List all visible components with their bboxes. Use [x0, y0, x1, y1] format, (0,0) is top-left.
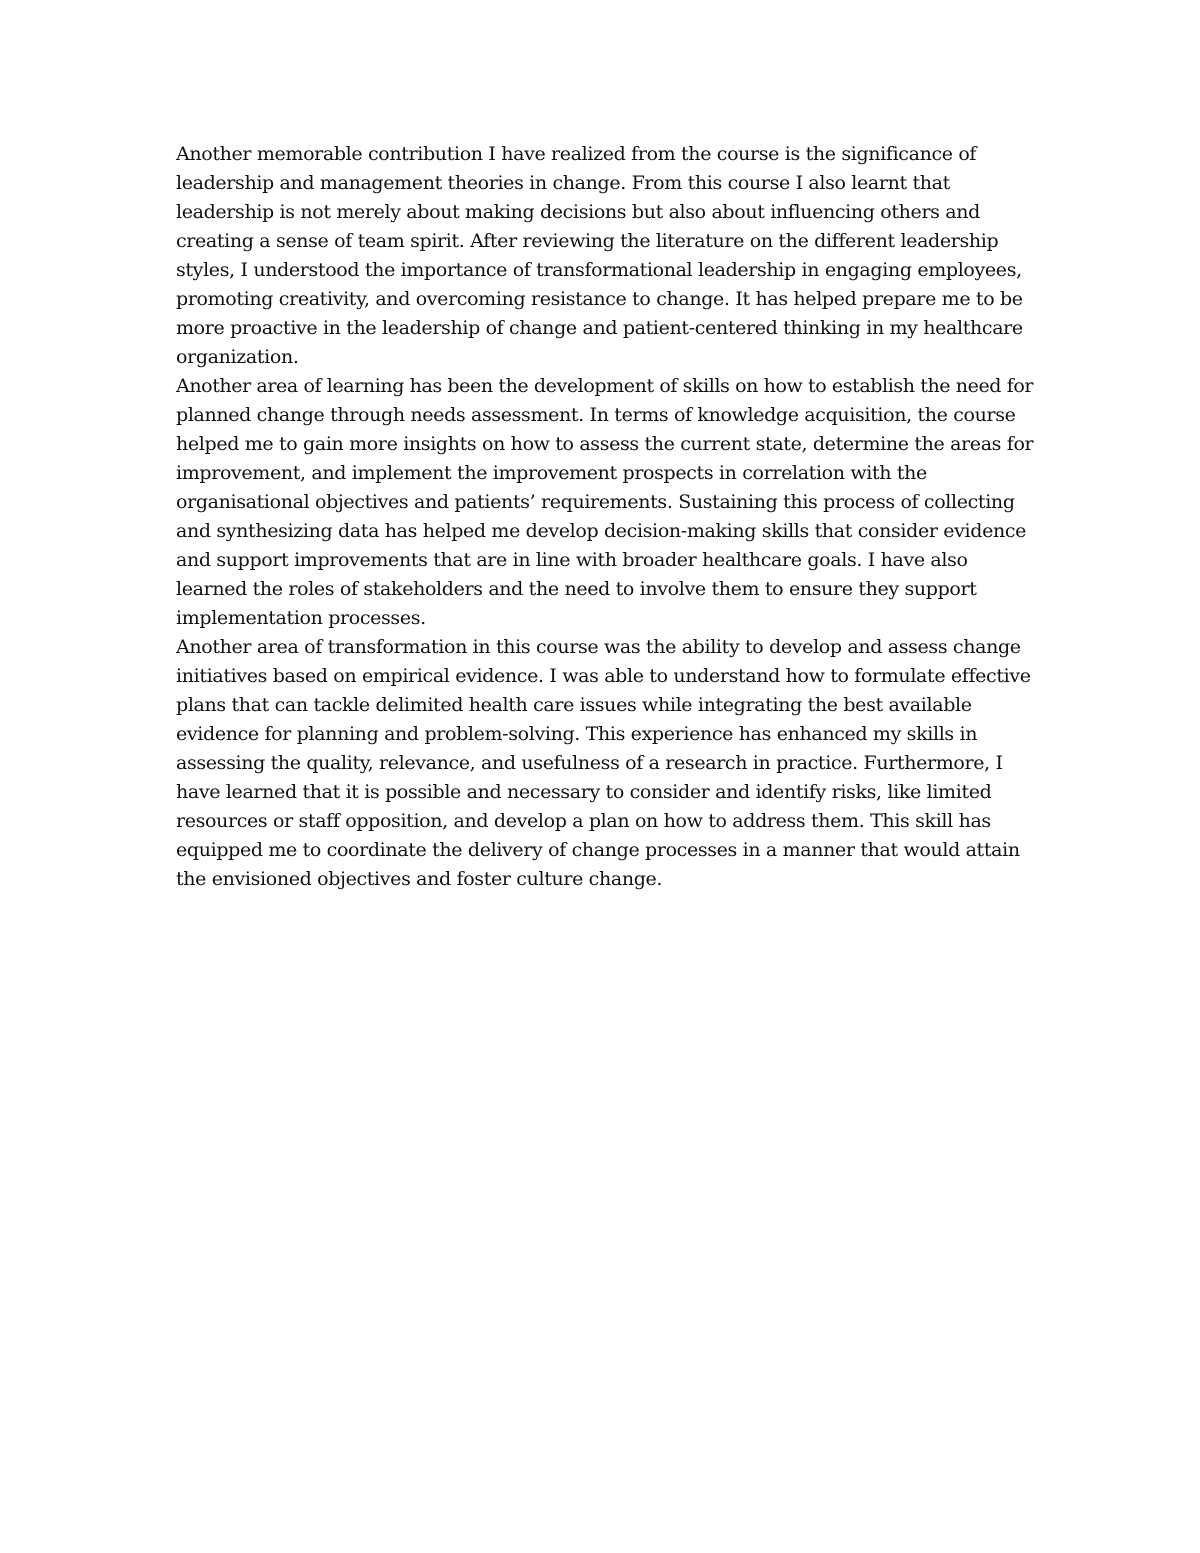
paragraph-line: implementation processes. [176, 607, 426, 629]
paragraph-line: the envisioned objectives and foster culture change. [176, 868, 663, 890]
paragraph-line: planned change through needs assessment. In terms of knowledge acquisition, the course [176, 404, 1016, 426]
paragraph-line: have learned that it is possible and necessary to consider and identify risks, like limited [176, 781, 992, 803]
paragraph-line: organisational objectives and patients’ requirements. Sustaining this process of collecting [176, 491, 1015, 513]
paragraph-line: organization. [176, 346, 299, 368]
paragraph-2 [176, 372, 1036, 633]
paragraph-line: styles, I understood the importance of transformational leadership in engaging employees, [176, 259, 1022, 281]
paragraph-1 [176, 140, 1036, 372]
paragraph-line: promoting creativity, and overcoming resistance to change. It has helped prepare me to be [176, 288, 1023, 310]
paragraph-line: evidence for planning and problem-solving. This experience has enhanced my skills in [176, 723, 978, 745]
paragraph-line: Another memorable contribution I have realized from the course is the significance of [176, 143, 977, 165]
paragraph-line: improvement, and implement the improvement prospects in correlation with the [176, 462, 927, 484]
paragraph-line: resources or staff opposition, and develop a plan on how to address them. This skill has [176, 810, 991, 832]
paragraph-line: leadership and management theories in change. From this course I also learnt that [176, 172, 950, 194]
paragraph-line: leadership is not merely about making decisions but also about influencing others and [176, 201, 980, 223]
paragraph-line: assessing the quality, relevance, and usefulness of a research in practice. Furthermore, I [176, 752, 1003, 774]
paragraph-line: Another area of transformation in this course was the ability to develop and assess change [176, 636, 1021, 658]
paragraph-line: equipped me to coordinate the delivery of change processes in a manner that would attain [176, 839, 1020, 861]
paragraph-line: initiatives based on empirical evidence. I was able to understand how to formulate effective [176, 665, 1031, 687]
paragraph-line: and support improvements that are in line with broader healthcare goals. I have also [176, 549, 968, 571]
paragraph-line: and synthesizing data has helped me develop decision-making skills that consider evidence [176, 520, 1027, 542]
paragraph-line: learned the roles of stakeholders and the need to involve them to ensure they support [176, 578, 977, 600]
paragraph-3 [176, 633, 1036, 894]
paragraph-line: more proactive in the leadership of change and patient-centered thinking in my healthcare [176, 317, 1023, 339]
document-body [176, 140, 1036, 894]
paragraph-line: creating a sense of team spirit. After reviewing the literature on the different leadership [176, 230, 999, 252]
paragraph-line: helped me to gain more insights on how to assess the current state, determine the areas for [176, 433, 1034, 455]
paragraph-line: plans that can tackle delimited health care issues while integrating the best available [176, 694, 972, 716]
paragraph-line: Another area of learning has been the development of skills on how to establish the need for [176, 375, 1034, 397]
